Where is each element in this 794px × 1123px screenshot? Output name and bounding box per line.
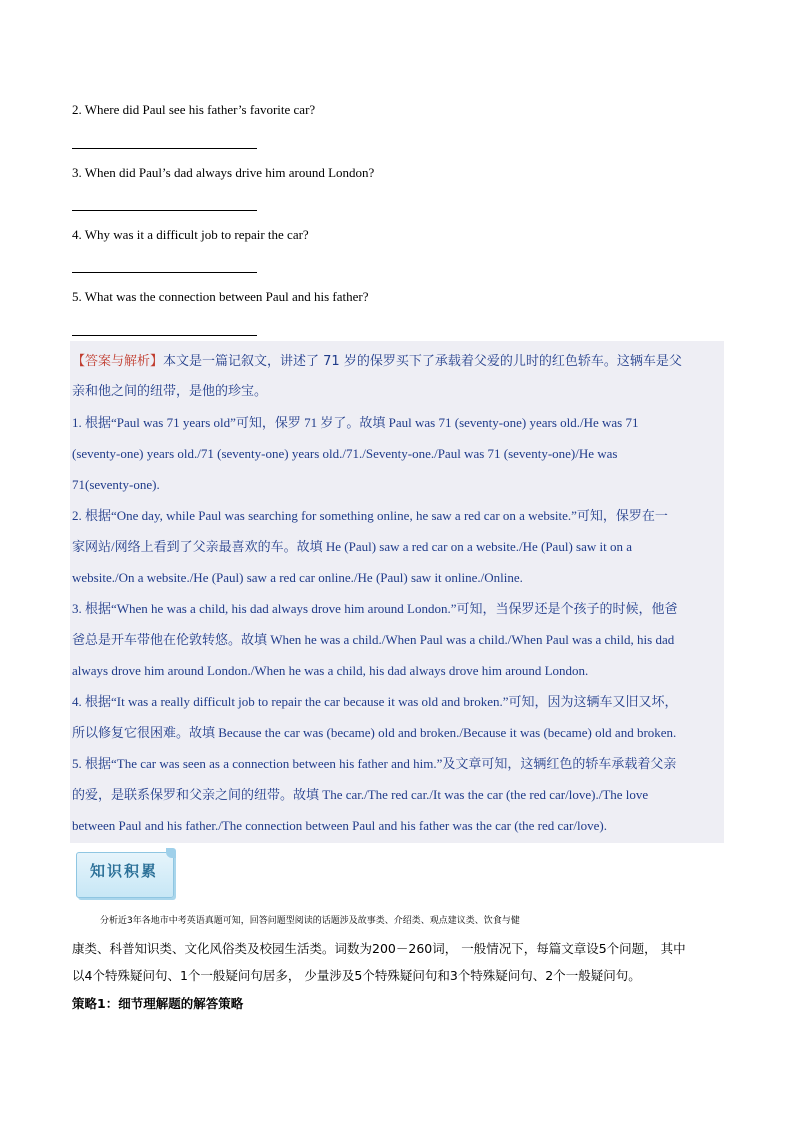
answer-line: 所以修复它很困难。故填 Because the car was (became) old and broken./Because it was (became) old and broken. xyxy=(72,725,677,740)
answer-line: 1. 根据“Paul was 71 years old”可知，保罗 71 岁了。故填 Paul was 71 (seventy-one) years old./He was 71 xyxy=(72,415,639,430)
section-title: 知识积累 xyxy=(89,862,158,880)
answer-line: 亲和他之间的纽带，是他的珍宝。 xyxy=(72,384,268,399)
answer-line: 2. 根据“One day, while Paul was searching for something online, he saw a red car on a website.”可知，保罗在一 xyxy=(72,508,668,523)
answer-blank-5[interactable] xyxy=(72,335,257,336)
knowledge-paragraph-line: 康类、科普知识类、文化风俗类及校园生活类。词数为200－260词， 一般情况下，每篇文章设5个问题， 其中 xyxy=(72,941,686,956)
answer-line: website./On a website./He (Paul) saw a red car online./He (Paul) saw it online./Online. xyxy=(72,570,523,585)
section-banner xyxy=(72,848,176,901)
question-4: 4. Why was it a difficult job to repair the car? xyxy=(72,227,309,242)
answer-explanation-box xyxy=(70,341,724,843)
answer-line: 家网站/网络上看到了父亲最喜欢的车。故填 He (Paul) saw a red car on a website./He (Paul) saw it on a xyxy=(72,539,632,554)
answer-line: 71(seventy-one). xyxy=(72,477,160,492)
answer-line: (seventy-one) years old./71 (seventy-one) years old./71./Seventy-one./Paul was 71 (seventy-one)/He was xyxy=(72,446,618,461)
answer-line: 5. 根据“The car was seen as a connection between his father and him.”及文章可知，这辆红色的轿车承载着父亲 xyxy=(72,756,677,771)
banner-fold-corner xyxy=(166,848,176,858)
strategy-heading: 策略1：细节理解题的解答策略 xyxy=(72,996,244,1011)
answer-line: 4. 根据“It was a really difficult job to repair the car because it was old and broken.”可知，因为这辆车又旧又坏， xyxy=(72,694,678,709)
answer-line: 【答案与解析】本文是一篇记叙文，讲述了 71 岁的保罗买下了承载着父爱的儿时的红色轿车。这辆车是父 xyxy=(72,354,682,369)
answer-line: 爸总是开车带他在伦敦转悠。故填 When he was a child./When Paul was a child./When Paul was a child, his dad xyxy=(72,632,675,647)
knowledge-paragraph-line: 分析近3年各地市中考英语真题可知，回答问题型阅读的话题涉及故事类、介绍类、观点建议类、饮食与健 xyxy=(100,916,520,926)
knowledge-paragraph-line: 以4个特殊疑问句、1个一般疑问句居多， 少量涉及5个特殊疑问句和3个特殊疑问句、2个一般疑问句。 xyxy=(72,968,641,983)
answer-heading: 【答案与解析】 xyxy=(72,354,164,369)
answer-blank-2[interactable] xyxy=(72,148,257,149)
answer-line: 3. 根据“When he was a child, his dad always drove him around London.”可知，当保罗还是个孩子的时候，他爸 xyxy=(72,601,678,616)
answer-line: 的爱，是联系保罗和父亲之间的纽带。故填 The car./The red car./It was the car (the red car/love)./The love xyxy=(72,787,649,802)
answer-blank-3[interactable] xyxy=(72,210,257,211)
answer-line: between Paul and his father./The connection between Paul and his father was the car (the red car/love). xyxy=(72,818,607,833)
answer-blank-4[interactable] xyxy=(72,272,257,273)
question-5: 5. What was the connection between Paul and his father? xyxy=(72,289,369,304)
answer-line: always drove him around London./When he was a child, his dad always drove him around London. xyxy=(72,663,589,678)
question-2: 2. Where did Paul see his father’s favorite car? xyxy=(72,102,316,117)
question-3: 3. When did Paul’s dad always drive him around London? xyxy=(72,165,375,180)
